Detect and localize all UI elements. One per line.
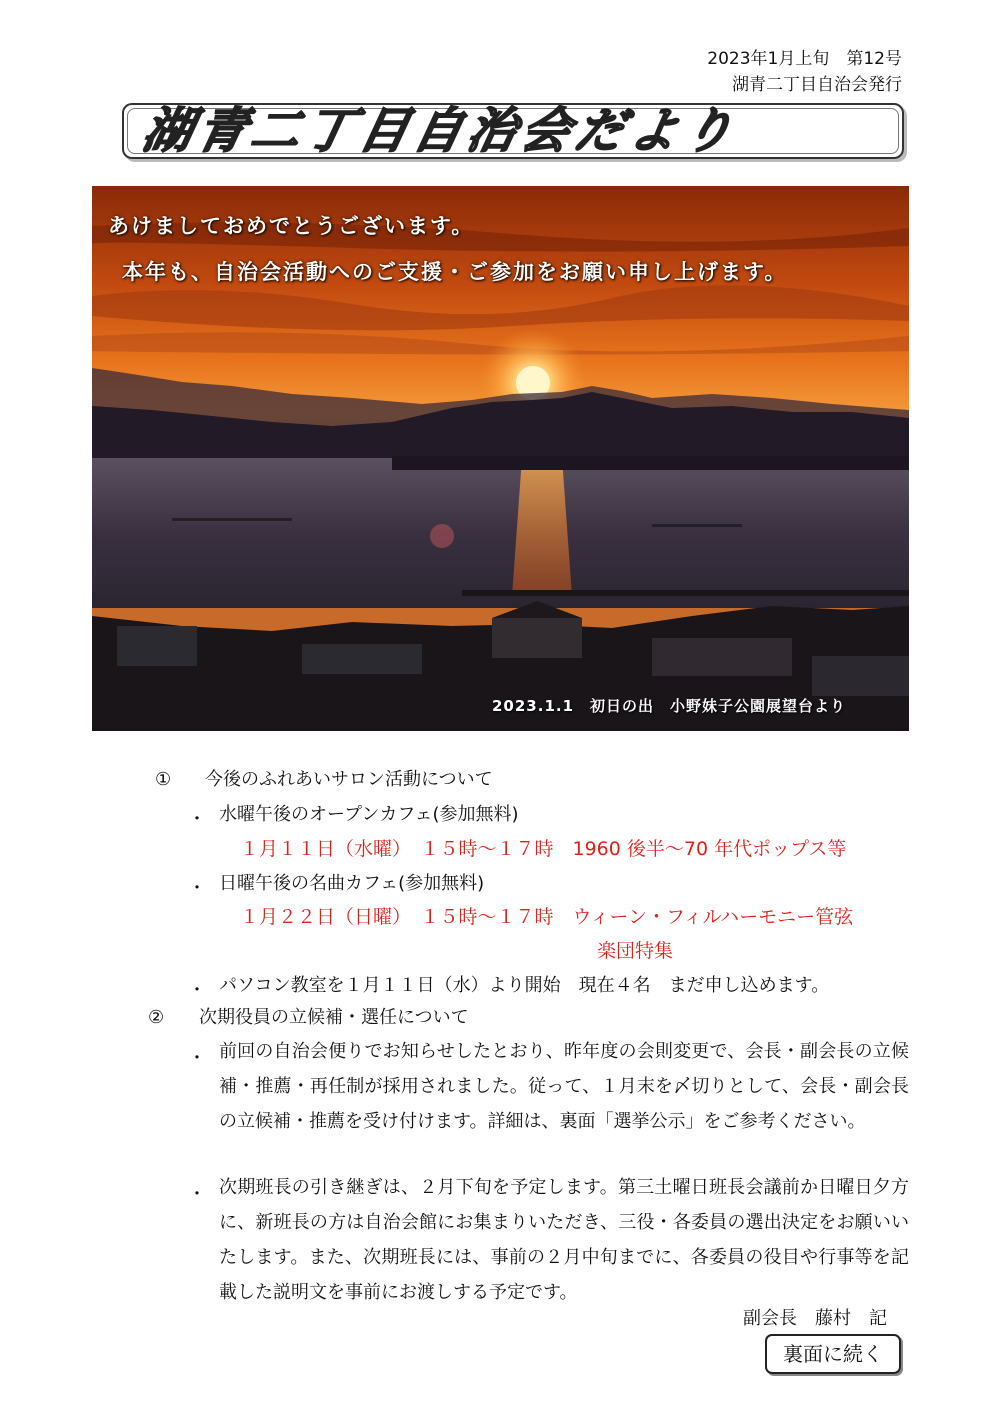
bullet: ・ [188, 980, 206, 1001]
section2-heading: 次期役員の立候補・選任について [199, 1007, 469, 1028]
bullet: ・ [188, 809, 206, 830]
masthead-frame [122, 103, 904, 159]
music-cafe-detail: １月２２日（日曜） １５時～１７時 ウィーン・フィルハーモニー管弦 [240, 906, 854, 928]
handover-paragraph: 次期班長の引き継ぎは、２月下旬を予定します。第三土曜日班長会議前か日曜日夕方に、新班長の方は自治会館にお集まりいただき、三役・各委員の選出決定をお願いいたします。また、次期班長には、事前の２月中旬までに、各委員の役目や行事等を記載した説明文を事前にお渡しする予定です。 [219, 1177, 909, 1303]
bullet: ・ [188, 1184, 206, 1205]
newsletter-title: 湖青二丁目自治会だより [138, 103, 744, 159]
signature: 副会長 藤村 記 [743, 1308, 887, 1329]
greeting-line-2: 本年も、自治会活動へのご支援・ご参加をお願い申し上げます。 [122, 260, 788, 284]
pc-class-label: パソコン教室を１月１１日（水）より開始 現在４名 まだ申し込めます。 [219, 975, 830, 996]
photo-caption: 2023.1.1 初日の出 小野妹子公園展望台より [492, 697, 847, 715]
music-cafe-detail-cont: 楽団特集 [597, 940, 674, 962]
greeting-line-1: あけましておめでとうございます。 [108, 214, 475, 238]
bullet: ・ [188, 878, 206, 899]
issue-info [707, 46, 902, 98]
section2-number: ② [148, 1007, 165, 1028]
section1-number: ① [155, 769, 172, 790]
open-cafe-detail: １月１１日（水曜） １５時～１７時 1960 後半～70 年代ポップス等 [240, 838, 847, 860]
bullet: ・ [188, 1048, 206, 1069]
issue-line: 2023年1月上旬 第12号 [707, 49, 902, 69]
music-cafe-label: 日曜午後の名曲カフェ(参加無料) [219, 873, 485, 894]
open-cafe-label: 水曜午後のオープンカフェ(参加無料) [219, 804, 519, 825]
continued-on-back-label: 裏面に続く [765, 1334, 901, 1374]
election-paragraph: 前回の自治会便りでお知らせしたとおり、昨年度の会則変更で、会長・副会長の立候補・推薦・再任制が採用されました。従って、１月末を〆切りとして、会長・副会長の立候補・推薦を受け付けます。詳細は、裏面「選挙公示」をご参考ください。 [219, 1041, 909, 1132]
publisher: 湖青二丁目自治会発行 [732, 75, 902, 95]
section1-heading: 今後のふれあいサロン活動について [205, 769, 493, 790]
sunrise-photo [92, 186, 909, 731]
